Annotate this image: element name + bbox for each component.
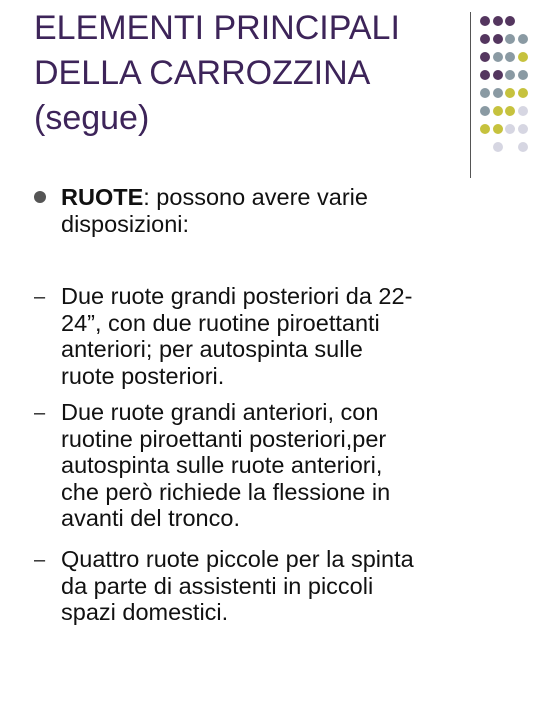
decorative-dot bbox=[493, 124, 503, 134]
decorative-dot bbox=[505, 70, 515, 80]
sub-item-2-line: ruotine piroettanti posteriori,per bbox=[61, 425, 387, 452]
title-line-1: ELEMENTI PRINCIPALI bbox=[34, 9, 400, 47]
decorative-dot bbox=[493, 106, 503, 116]
decorative-dot bbox=[480, 34, 490, 44]
sub-item-3-line: Quattro ruote piccole per la spinta bbox=[61, 546, 414, 572]
decorative-dot bbox=[493, 70, 503, 80]
decorative-dot bbox=[505, 16, 515, 26]
decorative-dot bbox=[518, 70, 528, 80]
decorative-dot bbox=[518, 106, 528, 116]
decorative-dot bbox=[505, 124, 515, 134]
decorative-dot bbox=[493, 34, 503, 44]
sub-item-2-dash: – bbox=[34, 402, 46, 424]
decorative-dot bbox=[518, 34, 528, 44]
main-bullet-line-2: disposizioni: bbox=[61, 210, 190, 237]
decorative-dot bbox=[480, 70, 490, 80]
decorative-dot bbox=[505, 88, 515, 98]
title-line-3: (segue) bbox=[34, 99, 150, 137]
sub-item-2-text bbox=[61, 399, 390, 532]
decorative-dot bbox=[480, 88, 490, 98]
decorative-dot bbox=[518, 88, 528, 98]
title-line-2: DELLA CARROZZINA bbox=[34, 54, 371, 92]
sub-item-2-line: autospinta sulle ruote anteriori, bbox=[61, 452, 383, 478]
sub-item-3-line: da parte di assistenti in piccoli bbox=[61, 572, 374, 599]
decorative-dot bbox=[480, 106, 490, 116]
sub-item-1-line: anteriori; per autospinta sulle bbox=[61, 336, 363, 362]
decorative-dot bbox=[518, 142, 528, 152]
decorative-dot bbox=[505, 34, 515, 44]
sub-item-1-line: 24”, con due ruotine piroettanti bbox=[61, 309, 380, 336]
sub-item-1-text bbox=[61, 283, 412, 389]
sub-item-1-dash: – bbox=[34, 286, 46, 308]
title-divider bbox=[470, 12, 471, 178]
decorative-dot bbox=[518, 52, 528, 62]
decorative-dot bbox=[480, 52, 490, 62]
main-bullet-line-1-rest: : possono avere varie bbox=[143, 184, 368, 210]
sub-item-1-line: ruote posteriori. bbox=[61, 362, 225, 389]
sub-item-3-dash: – bbox=[34, 549, 46, 571]
main-bullet-text bbox=[61, 184, 368, 237]
decorative-dot bbox=[480, 124, 490, 134]
sub-item-3-line: spazi domestici. bbox=[61, 599, 229, 625]
decorative-dot bbox=[505, 106, 515, 116]
sub-item-1-line: Due ruote grandi posteriori da 22- bbox=[61, 283, 413, 309]
sub-item-2-line: avanti del tronco. bbox=[61, 505, 240, 531]
decorative-dot bbox=[480, 16, 490, 26]
decorative-dot bbox=[493, 16, 503, 26]
decorative-dot bbox=[493, 142, 503, 152]
slide-title bbox=[34, 6, 454, 141]
sub-item-3-text bbox=[61, 546, 414, 626]
decorative-dot bbox=[518, 124, 528, 134]
bullet-dot-icon bbox=[34, 191, 46, 203]
decorative-dot bbox=[493, 52, 503, 62]
main-bullet-line-1 bbox=[61, 184, 368, 211]
decorative-dot bbox=[493, 88, 503, 98]
main-bullet-keyword: RUOTE bbox=[61, 184, 144, 210]
sub-item-2-line: Due ruote grandi anteriori, con bbox=[61, 399, 379, 425]
decorative-dot bbox=[505, 52, 515, 62]
sub-item-2-line: che però richiede la flessione in bbox=[61, 478, 391, 505]
